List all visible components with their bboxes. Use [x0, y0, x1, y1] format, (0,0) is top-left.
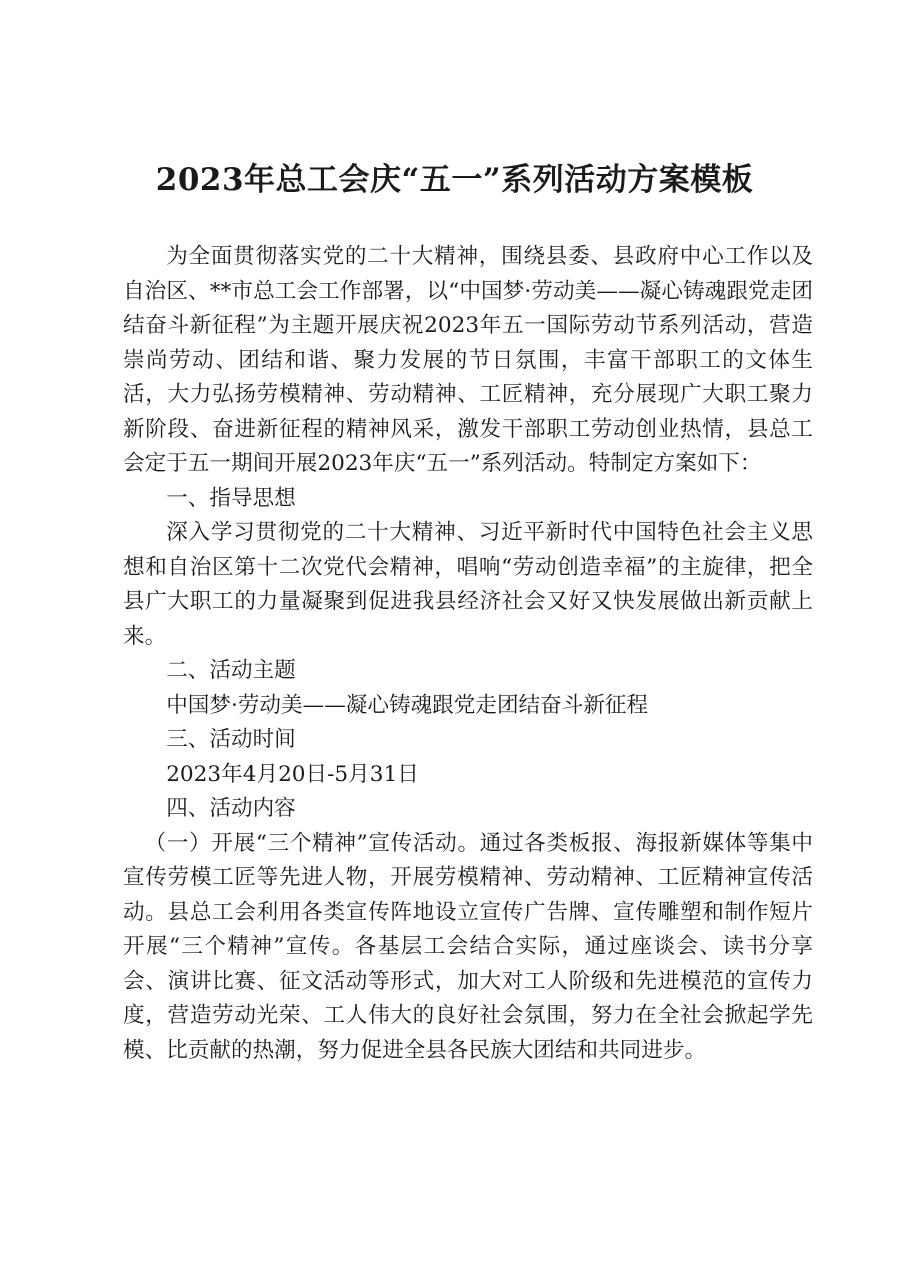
section-heading-activity-theme: 二、活动主题: [166, 658, 296, 683]
section-heading-activity-time: 三、活动时间: [166, 727, 296, 752]
activity-theme-text: 中国梦·劳动美——凝心铸魂跟党走团结奋斗新征程: [166, 692, 649, 718]
activity-content-paragraph: （一）开展“三个精神”宣传活动。通过各类板报、海报新媒体等集中宣传劳模工匠等先进人物，开展劳模精神、劳动精神、工匠精神宣传活动。县总工会利用各类宣传阵地设立宣传广告牌、宣传雕塑和制作短片开展“三个精神”宣传。各基层工会结合实际，通过座谈会、读书分享会、演讲比赛、征文活动等形式，加大对工人阶级和先进模范的宣传力度，营造劳动光荣、工人伟大的良好社会氛围，努力在全社会掀起学先模、比贡献的热潮，努力促进全县各民族大团结和共同进步。: [123, 830, 813, 1063]
section-heading-guiding-ideology: 一、指导思想: [166, 485, 296, 511]
document-body: [123, 240, 813, 1068]
activity-time-text: 2023年4月20日-5月31日: [166, 761, 419, 787]
guiding-ideology-paragraph: 深入学习贯彻党的二十大精神、习近平新时代中国特色社会主义思想和自治区第十二次党代会精神，唱响“劳动创造幸福”的主旋律，把全县广大职工的力量凝聚到促进我县经济社会又好又快发展做出新贡献上来。: [123, 520, 813, 649]
document-title: 2023年总工会庆“五一”系列活动方案模板: [155, 162, 754, 198]
section-heading-activity-content: 四、活动内容: [166, 796, 296, 821]
intro-paragraph: 为全面贯彻落实党的二十大精神，围绕县委、县政府中心工作以及自治区、**市总工会工作部署，以“中国梦·劳动美——凝心铸魂跟党走团结奋斗新征程”为主题开展庆祝2023年五一国际劳动节系列活动，营造崇尚劳动、团结和谐、聚力发展的节日氛围，丰富干部职工的文体生活，大力弘扬劳模精神、劳动精神、工匠精神，充分展现广大职工聚力新阶段、奋进新征程的精神风采，激发干部职工劳动创业热情，县总工会定于五一期间开展2023年庆“五一”系列活动。特制定方案如下：: [123, 244, 813, 476]
